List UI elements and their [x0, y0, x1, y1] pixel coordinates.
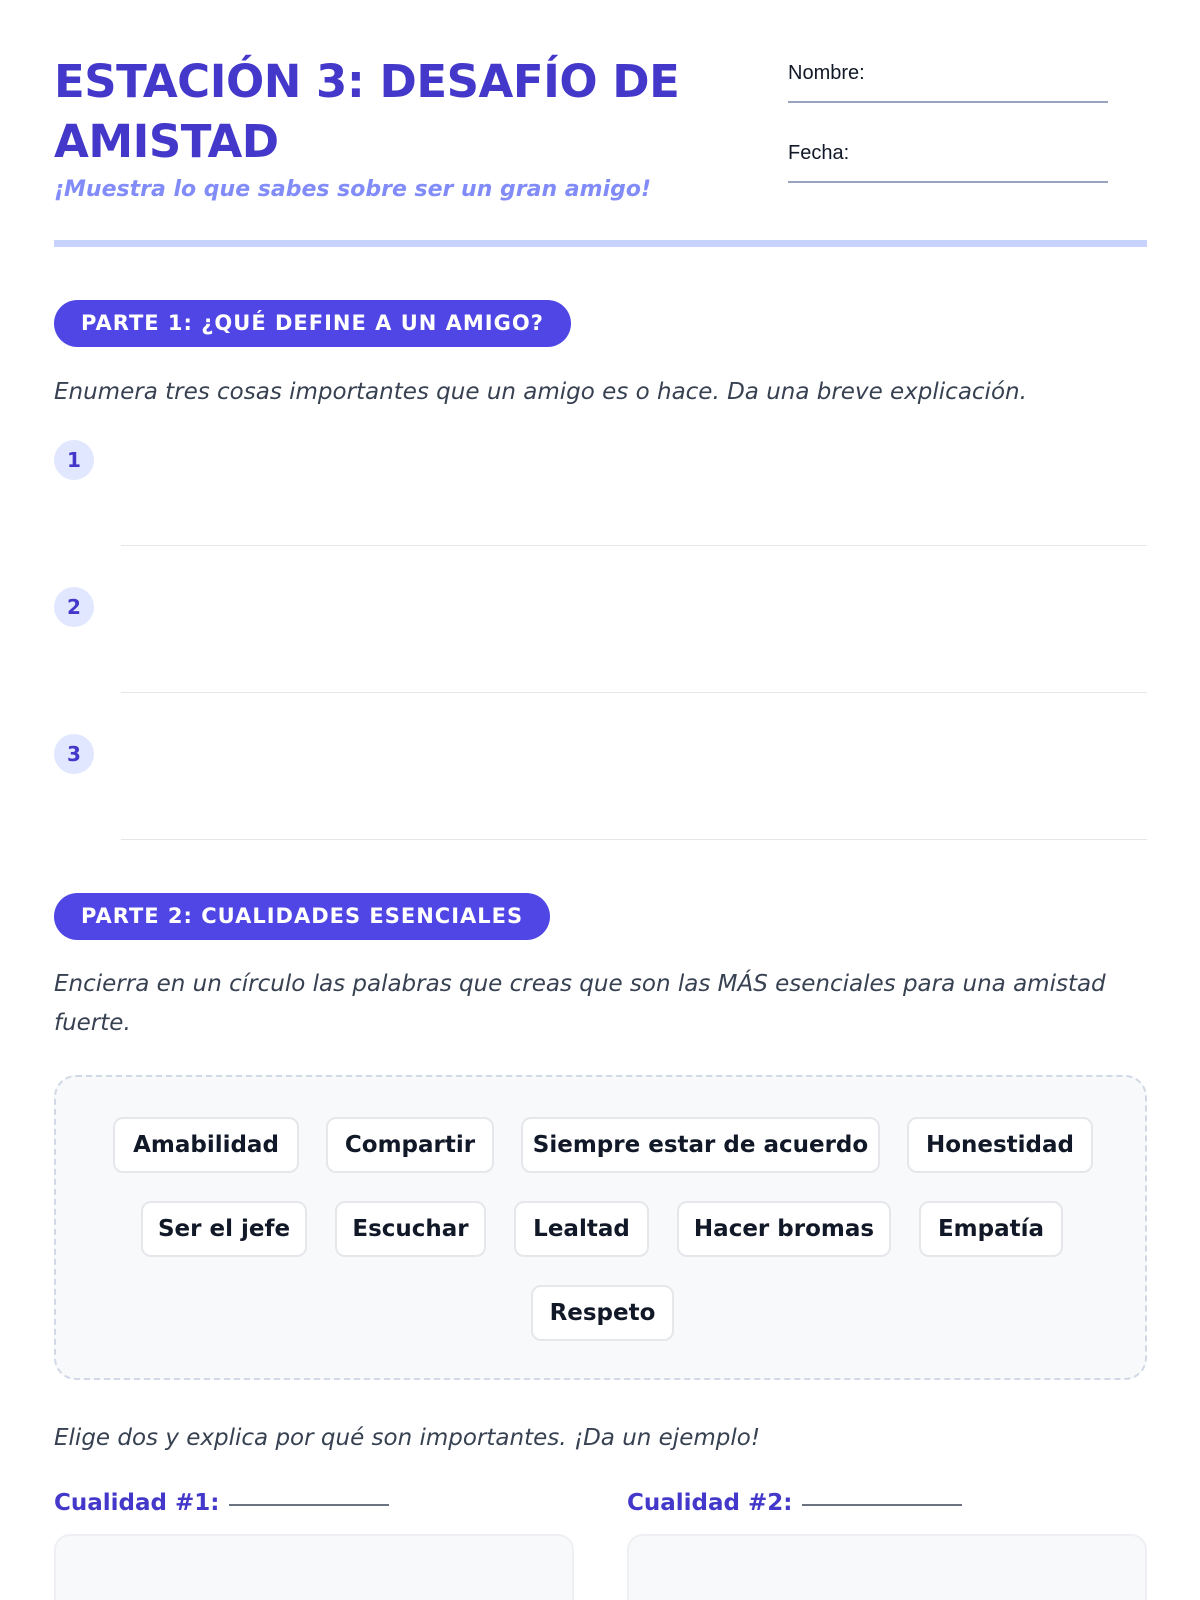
quality2-answer-box[interactable] — [627, 1534, 1147, 1600]
quality1-field[interactable] — [54, 1490, 389, 1516]
worksheet-title: ESTACIÓN 3: DESAFÍO DE AMISTAD — [54, 55, 680, 168]
answer-line-3[interactable] — [121, 839, 1147, 840]
name-line[interactable] — [788, 101, 1108, 103]
word-chip-lealtad[interactable]: Lealtad — [514, 1201, 649, 1257]
word-chip-empatia[interactable]: Empatía — [919, 1201, 1063, 1257]
word-chip-compartir[interactable]: Compartir — [326, 1117, 494, 1173]
quality1-blank[interactable] — [229, 1504, 389, 1506]
worksheet-page — [54, 0, 1147, 1516]
answer-line-1[interactable] — [121, 545, 1147, 546]
part1-instruction: Enumera tres cosas importantes que un amigo es o hace. Da una breve explicación. — [54, 379, 1027, 405]
word-chip-hacer-bromas[interactable]: Hacer bromas — [677, 1201, 891, 1257]
word-bank — [54, 1075, 1147, 1380]
word-chip-siempre-estar-de-acuerdo[interactable]: Siempre estar de acuerdo — [521, 1117, 880, 1173]
word-chip-amabilidad[interactable]: Amabilidad — [113, 1117, 299, 1173]
quality2-field[interactable] — [627, 1490, 962, 1516]
word-chip-escuchar[interactable]: Escuchar — [335, 1201, 486, 1257]
worksheet-header — [54, 0, 1147, 248]
quality1-answer-box[interactable] — [54, 1534, 574, 1600]
quality1-label: Cualidad #1: — [54, 1490, 220, 1516]
date-field[interactable] — [788, 142, 1108, 183]
item-number-2: 2 — [54, 587, 94, 627]
header-divider — [54, 240, 1147, 247]
part2-instruction: Encierra en un círculo las palabras que creas que son las MÁS esenciales para una amistad fuerte. — [54, 971, 1106, 1036]
name-field[interactable] — [788, 62, 1108, 103]
word-chip-respeto[interactable]: Respeto — [531, 1285, 674, 1341]
quality2-label: Cualidad #2: — [627, 1490, 793, 1516]
name-label: Nombre: — [788, 62, 865, 84]
date-line[interactable] — [788, 181, 1108, 183]
date-label: Fecha: — [788, 142, 850, 164]
answer-line-2[interactable] — [121, 692, 1147, 693]
part2-explain-instruction: Elige dos y explica por qué son importantes. ¡Da un ejemplo! — [54, 1425, 761, 1451]
item-number-3: 3 — [54, 734, 94, 774]
word-chip-honestidad[interactable]: Honestidad — [907, 1117, 1093, 1173]
part1-heading: PARTE 1: ¿QUÉ DEFINE A UN AMIGO? — [54, 300, 571, 347]
part2-heading: PARTE 2: CUALIDADES ESENCIALES — [54, 893, 550, 940]
quality2-blank[interactable] — [802, 1504, 962, 1506]
word-chip-ser-el-jefe[interactable]: Ser el jefe — [141, 1201, 307, 1257]
worksheet-subtitle: ¡Muestra lo que sabes sobre ser un gran amigo! — [54, 177, 652, 202]
item-number-1: 1 — [54, 440, 94, 480]
